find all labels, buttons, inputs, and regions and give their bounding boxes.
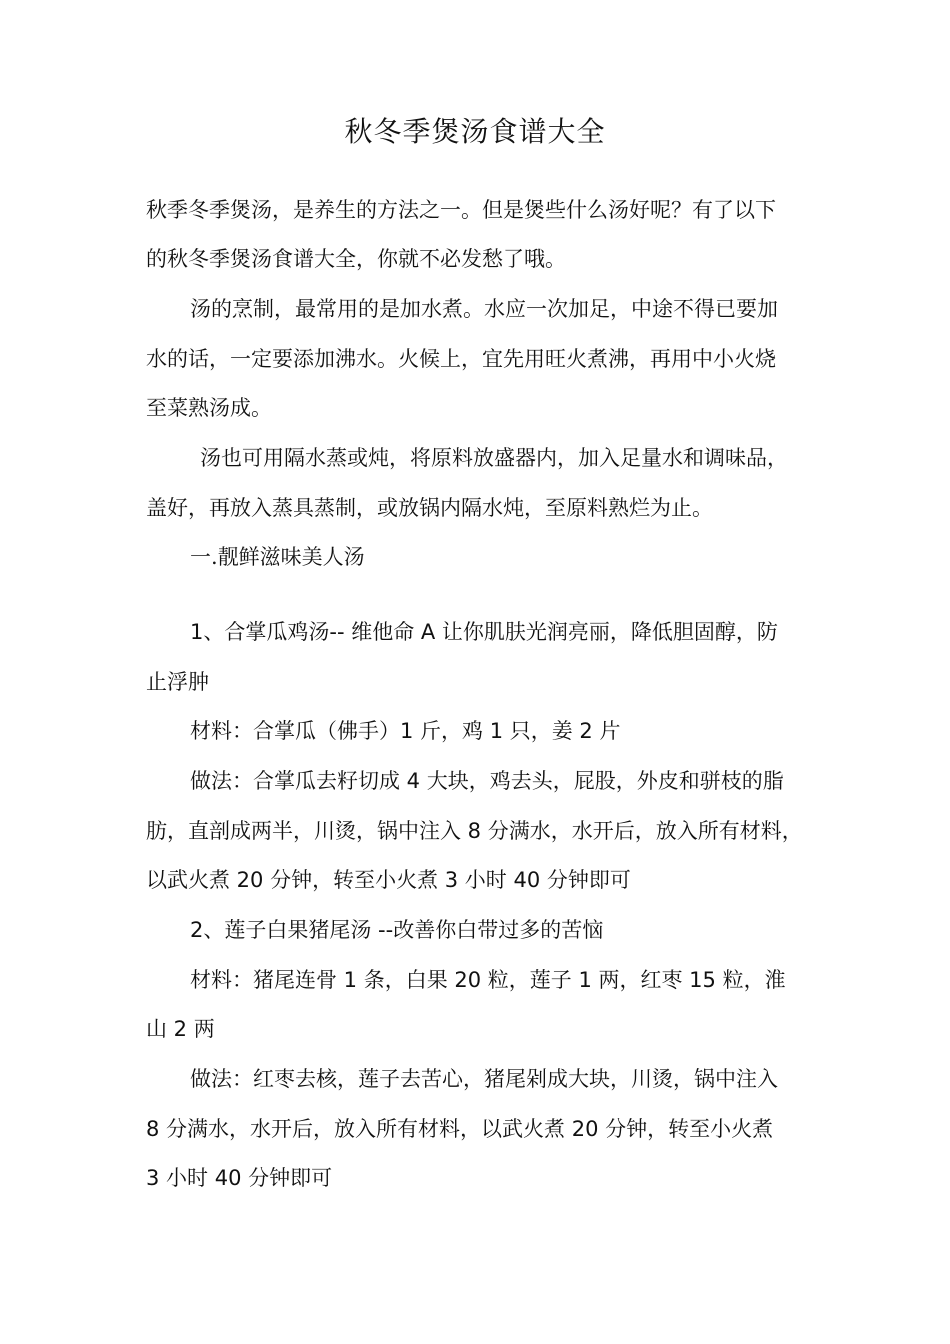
recipe-method: 以武火煮 20 分钟，转至小火煮 3 小时 40 分钟即可	[146, 868, 631, 892]
intro-line-2: 的秋冬季煲汤食谱大全，你就不必发愁了哦。	[146, 247, 566, 271]
section-heading: 一.靓鲜滋味美人汤	[190, 545, 365, 569]
recipe-ingredients: 材料：猪尾连骨 1 条，白果 20 粒，莲子 1 两，红枣 15 粒，淮	[190, 968, 786, 992]
recipe-heading-continued: 止浮肿	[146, 670, 209, 694]
recipe-heading: 2、莲子白果猪尾汤 --改善你白带过多的苦恼	[190, 918, 604, 942]
recipe-ingredients: 山 2 两	[146, 1017, 215, 1041]
recipe-method: 做法：合掌瓜去籽切成 4 大块，鸡去头，屁股，外皮和骈枝的脂	[190, 769, 784, 793]
paragraph-line: 盖好，再放入蒸具蒸制，或放锅内隔水炖，至原料熟烂为止。	[146, 496, 713, 520]
recipe-method: 8 分满水，水开后，放入所有材料，以武火煮 20 分钟，转至小火煮	[146, 1117, 774, 1141]
intro-line-1: 秋季冬季煲汤，是养生的方法之一。但是煲些什么汤好呢？有了以下	[146, 198, 776, 222]
paragraph-line: 汤的烹制，最常用的是加水煮。水应一次加足，中途不得已要加	[190, 297, 778, 321]
document-title: 秋冬季煲汤食谱大全	[344, 115, 606, 148]
paragraph-line: 汤也可用隔水蒸或炖，将原料放盛器内，加入足量水和调味品，	[200, 446, 788, 470]
paragraph-line: 水的话，一定要添加沸水。火候上，宜先用旺火煮沸，再用中小火烧	[146, 347, 776, 371]
recipe-ingredients: 材料：合掌瓜（佛手）1 斤，鸡 1 只，姜 2 片	[190, 719, 621, 743]
recipe-method: 3 小时 40 分钟即可	[146, 1166, 333, 1190]
paragraph-line: 至菜熟汤成。	[146, 396, 272, 420]
recipe-method: 肪，直剖成两半，川烫，锅中注入 8 分满水，水开后，放入所有材料，	[146, 819, 803, 843]
recipe-heading: 1、合掌瓜鸡汤-- 维他命 A 让你肌肤光润亮丽，降低胆固醇，防	[190, 620, 778, 644]
recipe-method: 做法：红枣去核，莲子去苦心，猪尾剁成大块，川烫，锅中注入	[190, 1067, 778, 1091]
